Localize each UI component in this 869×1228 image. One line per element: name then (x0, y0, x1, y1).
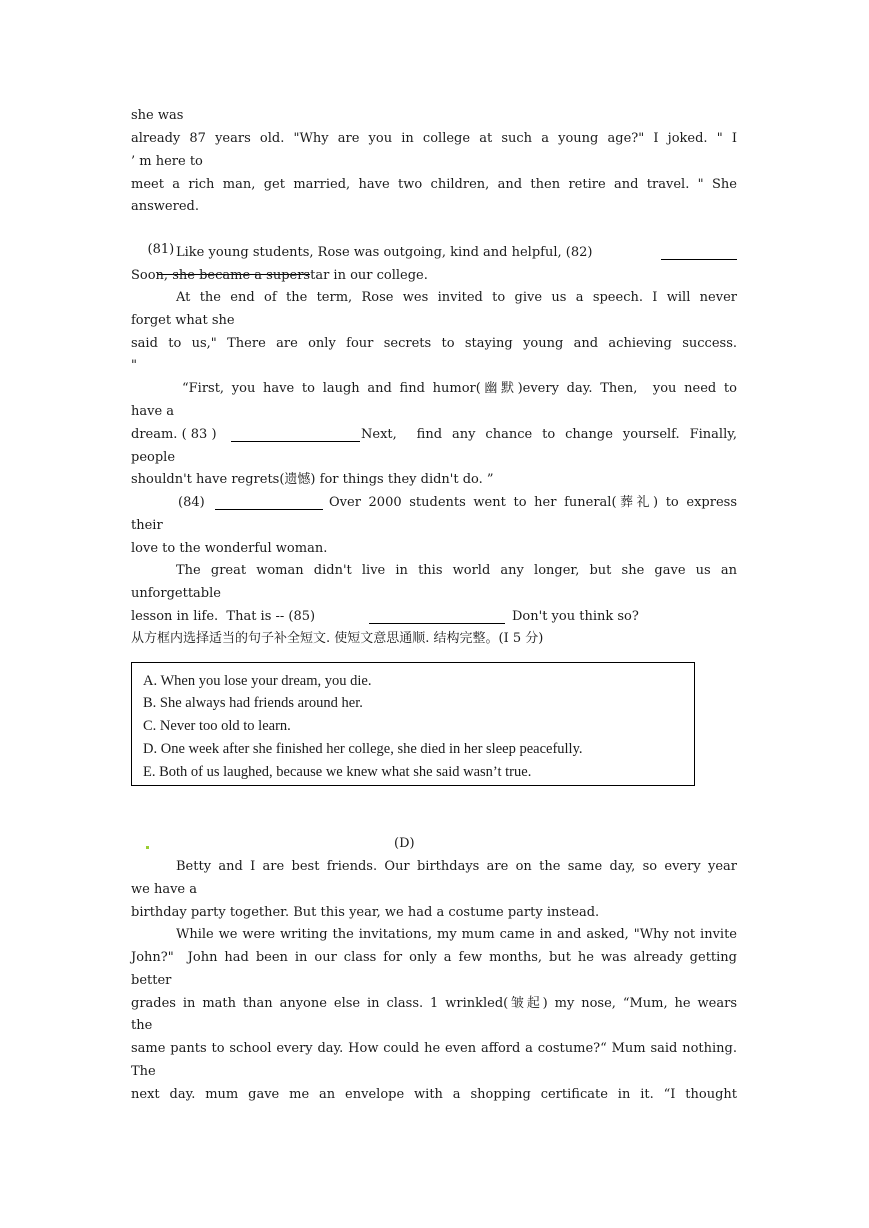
text-line: “First, you have to laugh and find humor(幽默)every day. Then, you need to (182, 381, 737, 396)
text-line: next day. mum gave me an envelope with a shopping certificate in it. “I thought (131, 1087, 737, 1102)
answer-blank-84[interactable] (215, 495, 323, 510)
text-line: the (131, 1018, 153, 1033)
question-number: (81) (147, 242, 175, 257)
text-line: answered. (131, 199, 199, 214)
question-84-label: (84) (178, 495, 205, 510)
options-box (131, 662, 695, 786)
text-line: John?" John had been in our class for only a few months, but he was already getting (131, 950, 737, 965)
text-line: At the end of the term, Rose wes invited to give us a speech. I will never (176, 290, 737, 305)
text-line: forget what she (131, 313, 235, 328)
text-line: we have a (131, 882, 197, 897)
text-line: " (131, 358, 137, 373)
text-line: The great woman didn't live in this world any longer, but she gave us an (176, 563, 737, 578)
text-line: birthday party together. But this year, we had a costume party instead. (131, 905, 600, 920)
option-b: B. She always had friends around her. (143, 695, 363, 711)
text-line: Don't you think so? (512, 609, 639, 624)
option-d: D. One week after she finished her college, she died in her sleep peacefully. (143, 741, 583, 757)
text-line: said to us," There are only four secrets to staying young and achieving success. (131, 336, 737, 351)
text-line: ’ m here to (131, 154, 203, 169)
section-heading-d: (D) (394, 836, 415, 851)
text-line: While we were writing the invitations, my mum came in and asked, "Why not invite (176, 927, 737, 942)
text-line: The (131, 1064, 156, 1079)
text-line: their (131, 518, 163, 533)
text-line: Over 2000 students went to her funeral(葬礼) to express (329, 495, 737, 510)
decorative-dot (146, 846, 149, 849)
instruction-text: 从方框内选择适当的句子补全短文. 使短文意思通顺. 结构完整。(I 5 分) (131, 631, 544, 646)
text-line: Betty and I are best friends. Our birthdays are on the same day, so every year (176, 859, 737, 874)
option-a: A. When you lose your dream, you die. (143, 673, 372, 689)
answer-blank-83[interactable] (231, 427, 360, 442)
text-line: already 87 years old. "Why are you in college at such a young age?" I joked. " I (131, 131, 737, 146)
text-line: she was (131, 108, 184, 123)
answer-blank-82[interactable] (661, 245, 737, 260)
text-line: meet a rich man, get married, have two children, and then retire and travel. " She (131, 177, 737, 192)
option-e: E. Both of us laughed, because we knew what she said wasn’t true. (143, 764, 532, 780)
question-83-label: dream. ( 83 ) (131, 427, 217, 442)
text-line: Next, find any chance to change yourself. Finally, (361, 427, 737, 442)
answer-blank-85[interactable] (369, 609, 505, 624)
text-line: Soon, she became a superstar in our college. (131, 268, 428, 283)
text-line: people (131, 450, 176, 465)
text-line: unforgettable (131, 586, 221, 601)
text-line: better (131, 973, 172, 988)
question-85-label: lesson in life. That is -- (85) (131, 609, 316, 624)
text-line: have a (131, 404, 175, 419)
text-line: Like young students, Rose was outgoing, kind and helpful, (82) (176, 245, 593, 260)
option-c: C. Never too old to learn. (143, 718, 291, 734)
text-line: shouldn't have regrets(遗憾) for things they didn't do. ” (131, 472, 494, 487)
text-line: grades in math than anyone else in class. 1 wrinkled(皱起) my nose, “Mum, he wears (131, 996, 737, 1011)
text-line: same pants to school every day. How could he even afford a costume?“ Mum said nothing. (131, 1041, 737, 1056)
text-line: love to the wonderful woman. (131, 541, 328, 556)
